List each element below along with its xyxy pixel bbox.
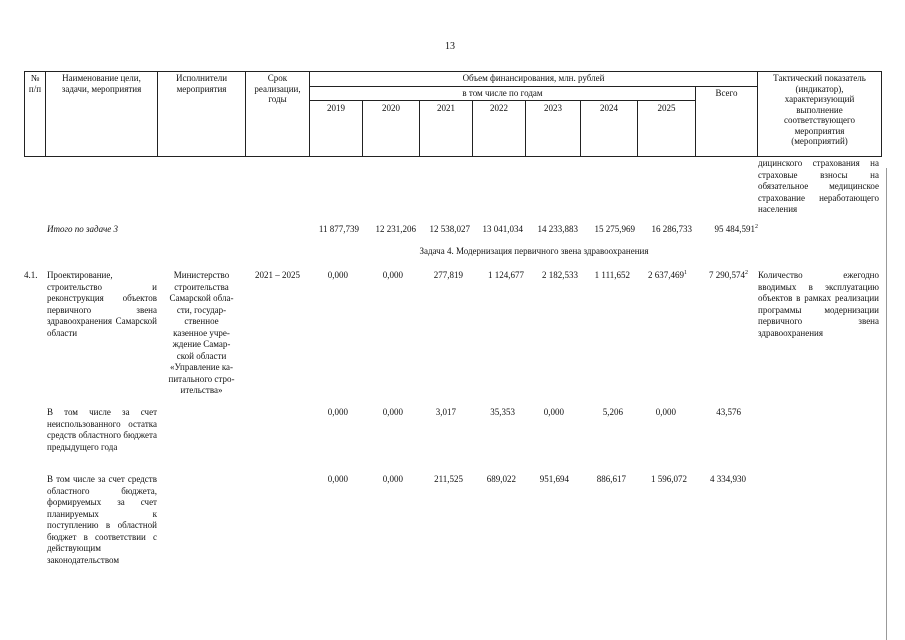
row-4-1-2020: 0,000 — [382, 270, 403, 280]
sub-row-2-2019: 0,000 — [327, 474, 348, 484]
header-year-2024: 2024 — [600, 103, 618, 113]
sub-row-1-2025: 0,000 — [655, 407, 676, 417]
sub-row-2-2025: 1 596,072 — [651, 474, 687, 484]
sub-row-1-2023: 0,000 — [543, 407, 564, 417]
total-task3-2024: 15 275,969 — [594, 224, 635, 234]
sub-row-1-total: 43,576 — [716, 407, 741, 417]
header-col-num: № п/п — [28, 73, 42, 94]
task4-title: Задача 4. Модернизация первичного звена здравоохранения — [419, 246, 649, 256]
sub-row-1-2021: 3,017 — [435, 407, 456, 417]
row-4-1-2021: 277,819 — [433, 270, 463, 280]
header-year-2020: 2020 — [382, 103, 400, 113]
row-4-1-2022: 1 124,677 — [488, 270, 524, 280]
page-number: 13 — [445, 41, 455, 52]
row-4-1-2024: 1 111,652 — [594, 270, 630, 280]
header-col-total: Всего — [715, 88, 738, 98]
sub-row-1-2020: 0,000 — [382, 407, 403, 417]
row-4-1-name: Проектирование, строительство и реконструкция объектов первичного звена здравоохранения Самарской области — [47, 270, 157, 338]
footnote-mark: 1 — [684, 270, 687, 276]
header-col-indicator: Тактический показатель (индикатор), характеризующий выполнение соответствующего мероприятия (мероприятий) — [773, 73, 866, 146]
total-task3-2021: 12 538,027 — [429, 224, 470, 234]
indicator-continuation: дицинского страхования на страховые взносы на обязательное медицинское страхование неработающего населения — [758, 158, 879, 214]
header-col-finance: Объем финансирования, млн. рублей — [462, 73, 605, 83]
header-bottom-border — [24, 156, 882, 157]
vline — [881, 71, 882, 157]
sub-row-2-name: В том числе за счет средств областного бюджета, формируемых за счет планируемых к поступлению в областной бюджет в соответствии с действующим законодательством — [47, 474, 157, 565]
row-4-1-2025: 2 637,469$^1$ — [648, 270, 687, 280]
footnote-mark: 2 — [755, 224, 758, 230]
sub-row-1-2022: 35,353 — [490, 407, 515, 417]
header-col-by-years: в том числе по годам — [462, 88, 543, 98]
header-year-2022: 2022 — [490, 103, 508, 113]
row-4-1-total: 7 290,574$^2$ — [709, 270, 748, 280]
sub-row-2-total: 4 334,930 — [710, 474, 746, 484]
vline — [309, 71, 310, 157]
row-4-1-2019: 0,000 — [327, 270, 348, 280]
sub-row-2-2021: 211,525 — [434, 474, 463, 484]
header-year-2023: 2023 — [544, 103, 562, 113]
row-4-1-term: 2021 – 2025 — [255, 270, 300, 280]
sub-row-2-2024: 886,617 — [596, 474, 626, 484]
sub-row-2-2022: 689,022 — [486, 474, 516, 484]
row-4-1-indicator: Количество ежегодно вводимых в эксплуатацию объектов в рамках реализации программы модернизации первичного звена здравоохранения — [758, 270, 879, 338]
total-task3-total: 95 484,591$^2$ — [714, 224, 758, 234]
row-4-1-executor: Министерство строительства Самарской обла- сти, государ- ственное казенное учре- ждение Самар- ской области «Управление ка- питального стро- ительства» — [168, 270, 235, 395]
footnote-mark: 2 — [745, 270, 748, 276]
total-task3-2025: 16 286,733 — [651, 224, 692, 234]
total-task3-2022: 13 041,034 — [482, 224, 523, 234]
header-col-term: Срок реализации, годы — [254, 73, 301, 104]
sub-row-2-2020: 0,000 — [382, 474, 403, 484]
header-col-executor: Исполнители мероприятия — [175, 73, 228, 94]
sub-row-2-2023: 951,694 — [539, 474, 569, 484]
scan-edge-line — [886, 168, 887, 640]
row-4-1-2023: 2 182,533 — [542, 270, 578, 280]
total-task3-label: Итого по задаче 3 — [47, 224, 118, 234]
sub-row-1-name: В том числе за счет неиспользованного остатка средств областного бюджета предыдущего года — [47, 407, 157, 452]
finance-subheader-line — [309, 86, 757, 87]
row-4-1-num: 4.1. — [24, 270, 38, 280]
header-year-2019: 2019 — [327, 103, 345, 113]
header-year-2025: 2025 — [657, 103, 676, 113]
header-top-border — [24, 71, 882, 72]
total-task3-2023: 14 233,883 — [537, 224, 578, 234]
sub-row-1-2019: 0,000 — [327, 407, 348, 417]
total-task3-2020: 12 231,206 — [375, 224, 416, 234]
header-year-2021: 2021 — [437, 103, 455, 113]
total-task3-2019: 11 877,739 — [318, 224, 359, 234]
sub-row-1-2024: 5,206 — [602, 407, 623, 417]
header-col-name: Наименование цели, задачи, мероприятия — [61, 73, 142, 94]
